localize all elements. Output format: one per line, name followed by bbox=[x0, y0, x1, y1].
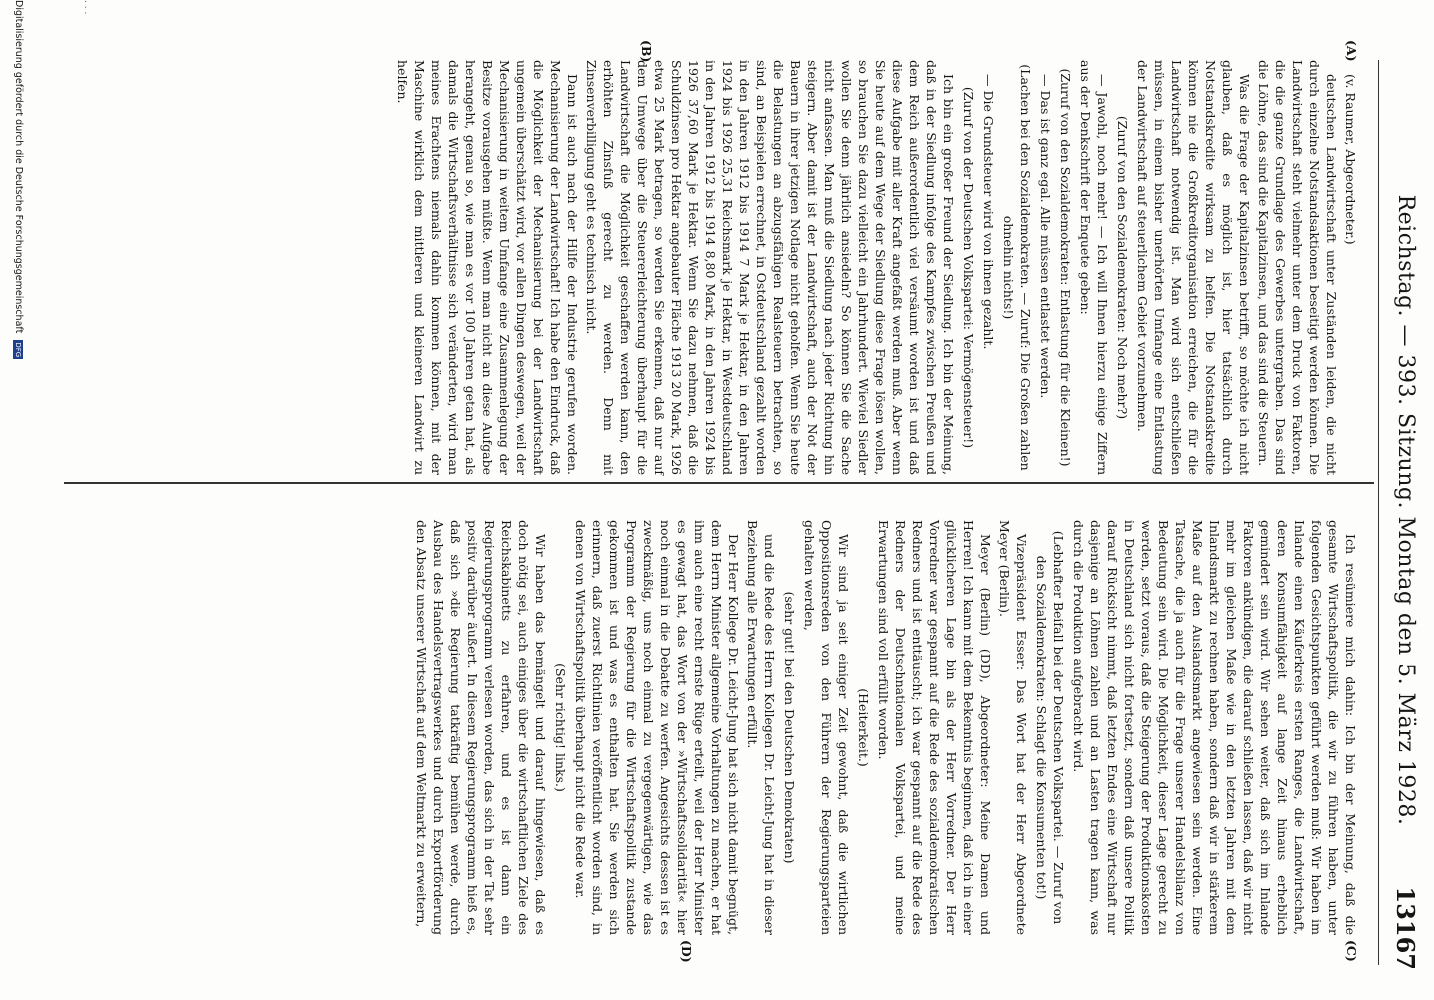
paragraph: Was die Frage der Kapitalzinsen betrifft, so möchte ich nicht glauben, daß es möglich ist, hier tatsächlich durch Notstandskredite wirksam zu helfen. Die Notstandskredite können nie die Großkreditorganisation erreichen, die für die Landwirtschaft notwendig ist. Man wird sich entschließen müssen, in einem bisher unerhörten Umfange eine Entlastung der Landwirtschaft auf steuerlichem Gebiet vorzunehmen. bbox=[1135, 60, 1252, 475]
speaker-line: (v. Raumer, Abgeordneter.) bbox=[1343, 74, 1358, 245]
scan-dots: . . . bbox=[82, 0, 92, 15]
paragraph: und die Rede des Herrn Kollegen Dr. Leicht-Jung hat in dieser Beziehung alle Erwartungen erfüllt. bbox=[745, 520, 777, 935]
paragraph: — Jawohl, noch mehr! — Ich will Ihnen hierzu einige Ziffern aus der Denkschrift der Enquete geben: bbox=[1078, 60, 1110, 475]
right-column bbox=[411, 520, 1359, 935]
paragraph: — Die Grundsteuer wird von ihnen gezahlt. bbox=[981, 74, 996, 350]
page-number: 13167 bbox=[1391, 886, 1420, 970]
paragraph: Wir haben das bemängelt und darauf hingewiesen, daß es doch nötig sei, auch einiges über die wirtschaftlichen Ziele des Reichskabinetts zu erfahren, und es ist dann ein Regierungsprogramm verlesen worden, das sich in der Tat sehr positiv darüber äußert. In diesem Regierungsprogramm hieß es, daß sich »die Regierung tatkräftig bemühen werde, durch Ausbau des Handelsvertragswerkes und durch Exportförderung den Absatz unserer Wirtschaft auf dem Weltmarkt zu erweitern, bbox=[414, 520, 548, 935]
paragraph: deutschen Landwirtschaft unter Zuständen leiden, die nicht durch einzelne Notstandsaktionen beseitigt werden können. Die Landwirtschaft steht vielmehr unter dem Druck von Faktoren, die die ganze Grundlage des Gewerbes untergraben. Das sind die Löhne, das sind die Kapitalzinsen, und das sind die Steuern. bbox=[1256, 60, 1339, 475]
header-rule bbox=[1378, 60, 1379, 965]
paragraph: Ich bin ein großer Freund der Siedlung. Ich bin der Meinung, daß in der Siedlung infolge des Kampfes zwischen Preußen und dem Reich außerordentlich viel versäumt worden ist und daß diese Aufgabe mit aller Kraft angefaßt werden muß. Aber wenn Sie heute auf dem Wege der Siedlung diese Frage lösen wollen, so brauchen Sie dazu vielleicht ein Jahrhundert. Wieviel Siedler wollen Sie denn jährlich ansiedeln? So können Sie die Sache nicht anfassen. Man muß die Siedlung nach jeder Richtung hin steigern. Aber damit ist der Landwirtschaft, auch der Not der Bauern in ihrer jetzigen Notlage nicht geholfen. Wenn Sie heute die Belastungen an abzugsfähigen Realsteuern betrachten, so sind, an Beispielen errechnet, in Ostdeutschland gezahlt worden in den Jahren 1912 bis 1914 7 Mark je Hektar, in den Jahren 1924 bis 1926 25,31 Reichsmark je Hektar, in Westdeutschland in den Jahren 1912 bis 1914 8,80 Mark, in den Jahren 1924 bis 1926 37,60 Mark je Hektar. Wenn Sie dazu nehmen, daß die Schuldzinsen pro Hektar angebauter Fläche 1913 20 Mark, 1926 etwa 25 Mark betragen, so werden Sie erkennen, daß nur auf dem Umwege über die Steuererleichterung überhaupt für die Landwirtschaft die Möglichkeit geschaffen werden kann, den erhöhten Zinsfuß gerecht zu werden. Denn mit Zinsenverbilligung geht es technisch nicht. bbox=[584, 60, 956, 475]
left-column bbox=[392, 60, 1359, 475]
margin-mark-a: (A) bbox=[1344, 40, 1359, 62]
paragraph: — Das ist ganz egal. Alle müssen entlastet werden. bbox=[1038, 74, 1053, 399]
dfg-logo: DFG bbox=[14, 342, 22, 358]
interjection: (Lachen bei den Sozialdemokraten. — Zuruf: Die Großen zahlen ohnehin nichts!) bbox=[1001, 64, 1033, 471]
interjection: (Sehr richtig! links.) bbox=[553, 663, 568, 792]
paragraph: Vizepräsident Esser: Das Wort hat der Herr Abgeordnete Meyer (Berlin). bbox=[997, 520, 1029, 935]
paragraph: Meyer (Berlin) (DD), Abgeordneter: Meine Damen und Herren! Ich kann mit dem Bekenntnis beginnen, daß ich in einer glücklicheren Lage bin als der Herr Vorredner. Der Herr Vorredner war gespannt auf die Rede des sozialdemokratischen Redners und ist enttäuscht; ich war gespannt auf die Rede des Redners der Deutschnationalen Volkspartei, und meine Erwartungen sind voll erfüllt worden. bbox=[876, 520, 993, 935]
page-header-title: Reichstag. — 393. Sitzung. Montag den 5. März 1928. bbox=[1393, 194, 1418, 826]
interjection: (Zuruf von den Sozialdemokraten: Noch mehr?) bbox=[1115, 115, 1130, 420]
paragraph: Dann ist auch nach der Hilfe der Industrie gerufen worden. Mechanisierung der Landwirtschaft! Ich habe den Eindruck, daß die Möglichkeit der Mechanisierung bei der Landwirtschaft ungemein überschätzt wird, vor allen Dingen deswegen, weil der Mechanisierung in weitem Umfange eine Zusammenlegung der Besitze vorausgehen müßte. Wenn man nicht an diese Aufgabe herangeht, genau so, wie man es vor 100 Jahren getan hat, als damals die Wirtschaftsverhältnisse sich veränderten, wird man meines Erachtens niemals dahin kommen können, mit der Maschine wirklich dem mittleren und kleineren Landwirt zu helfen. bbox=[395, 60, 580, 475]
interjection: (Zuruf von der Deutschen Volkspartei: Vermögensteuer!) bbox=[961, 86, 976, 449]
paragraph: Ich resümiere mich dahin: Ich bin der Meinung, daß die gesamte Wirtschaftspolitik, die wir zu führen haben, unter folgenden Gesichtspunkten geführt werden muß: Wir haben im Inlande einen Käuferkreis ersten Ranges, die Landwirtschaft, deren Konsumfähigkeit auf lange Zeit hinaus erheblich gemindert sein wird. Wir sehen weiter, daß sich im Inlande Faktoren ankündigen, die darauf schließen lassen, daß wir nicht mehr im gleichen Maße wie in den letzten Jahren mit dem Inlandsmarkt zu rechnen haben, sondern daß wir in stärkerem Maße auf den Auslandsmarkt angewiesen sein werden. Eine Tatsache, die ja auch für die Frage unserer Handelsbilanz von Bedeutung sein wird. Die Möglichkeit, dieser Lage gerecht zu werden, setzt voraus, daß die Steigerung der Produktionskosten in Deutschland sich nicht fortsetzt, sondern daß unsere Politik darauf Rücksicht nimmt, daß letzten Endes eine Wirtschaft nur dasjenige an Löhnen zahlen und an Lasten tragen kann, was durch die Produktion aufgebracht wird. bbox=[1071, 520, 1358, 935]
paragraph: Wir sind ja seit einiger Zeit gewohnt, daß die wirtlichen Oppositionsreden von den Führern der Regierungsparteien gehalten werden, bbox=[802, 520, 851, 935]
margin-mark-d: (D) bbox=[679, 940, 694, 963]
page-header bbox=[1386, 60, 1426, 970]
margin-mark-b: (B) bbox=[639, 40, 654, 63]
footer-credit bbox=[13, 0, 24, 1000]
interjection: (Heiterkeit.) bbox=[856, 688, 871, 767]
interjection: (Lebhafter Beifall bei der Deutschen Volkspartei. — Zuruf von den Sozialdemokraten: Schlagt die Konsumenten tot!) bbox=[1034, 530, 1066, 925]
footer-credit-text: Digitalisierung gefördert durch die Deutsche Forschungsgemeinschaft bbox=[13, 0, 24, 334]
interjection: (Zuruf von den Sozialdemokraten: Entlastung für die Kleinen!) bbox=[1058, 68, 1073, 467]
column-divider bbox=[64, 482, 1374, 484]
paragraph: Der Herr Kollege Dr. Leicht-Jung hat sich nicht damit begnügt, dem Herrn Minister allgemeine Vorhaltungen zu machen, er hat ihm auch eine recht ernste Rüge erteilt, weil der Herr Minister es gewagt hat, das Wort von der »Wirtschaftssolidarität« hier noch einmal in die Debatte zu werfen. Angesichts dessen ist es zweckmäßig, uns noch einmal zu vergegenwärtigen, wie das Programm der Regierung für die Wirtschaftspolitik zustande gekommen ist und was es enthalten hat. Sie werden sich erinnern, daß zuerst Richtlinien veröffentlicht worden sind, in denen von Wirtschaftspolitik überhaupt nicht die Rede war. bbox=[573, 520, 741, 935]
margin-mark-c: (C) bbox=[1344, 940, 1359, 962]
interjection: (sehr gut! bei den Deutschen Demokraten) bbox=[782, 591, 797, 864]
